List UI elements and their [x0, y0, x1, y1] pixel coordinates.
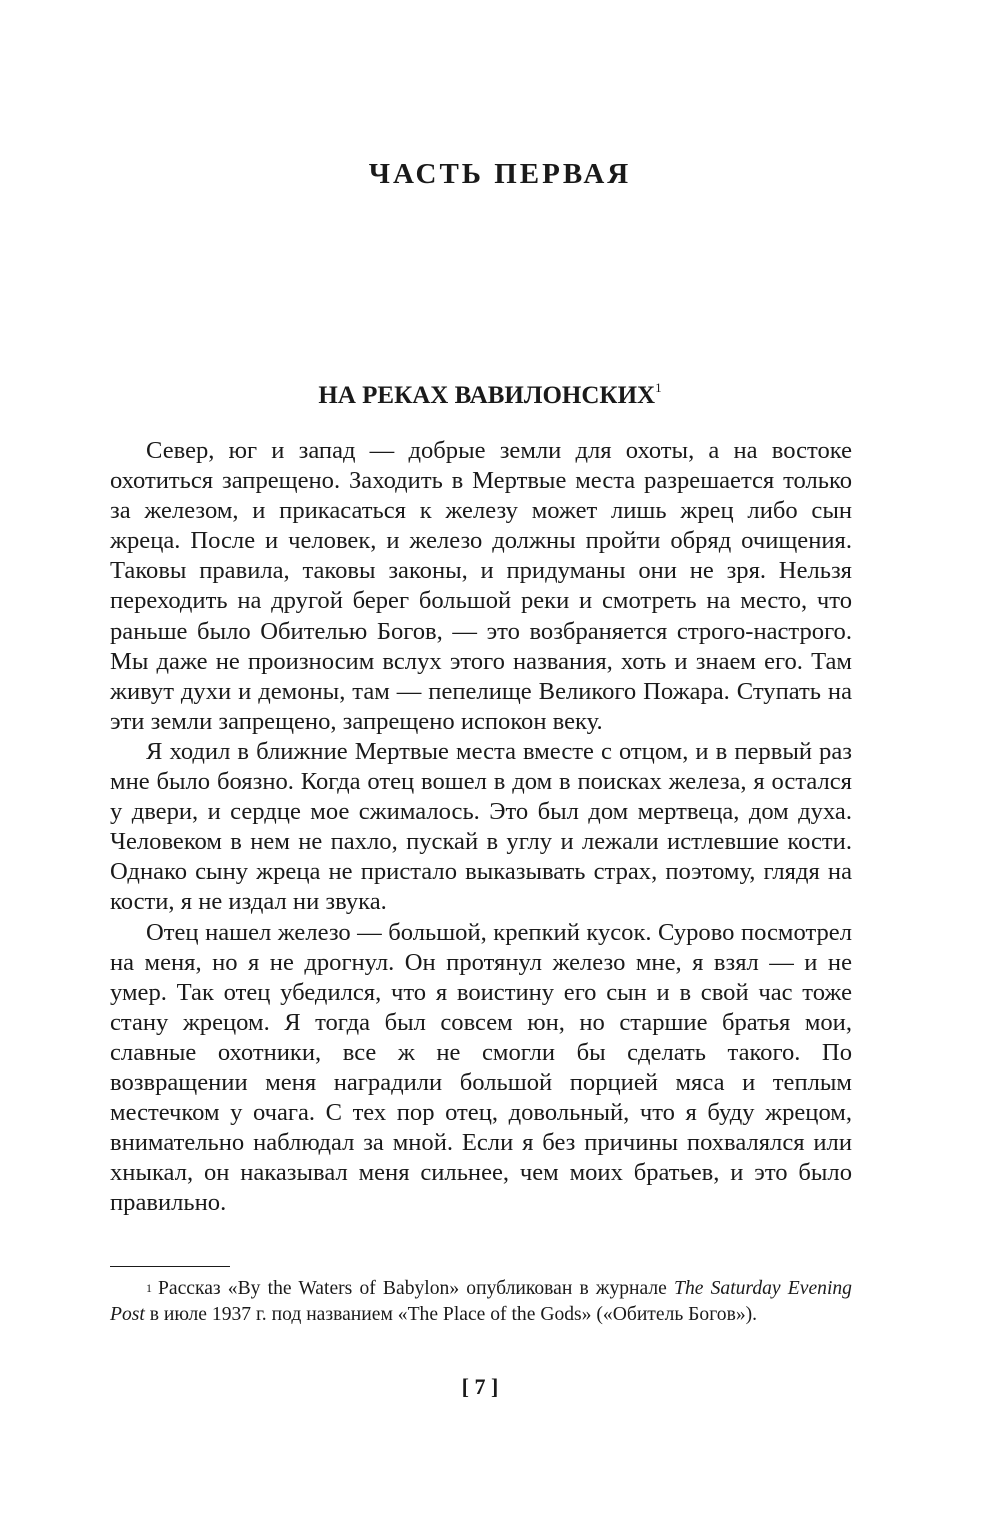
footnote-magazine-title: The Saturday Evening Post: [110, 1278, 852, 1325]
footnote-divider: [110, 1266, 230, 1267]
paragraph-2: Я ходил в ближние Мертвые места вместе с отцом, и в первый раз мне было боязно. Когда отец вошел в дом в поисках железа, я остался у двери, и сердце мое сжималось. Это был дом мертвеца, дом духа. Человеком в нем не пахло, пускай в углу и лежали истлевшие кости. Однако сыну жреца не пристало выказывать страх, поэтому, глядя на кости, я не издал ни звука.: [110, 737, 852, 916]
paragraph-3: Отец нашел железо — большой, крепкий кусок. Сурово посмотрел на меня, но я не дрогнул. Он протянул железо мне, я взял — и не умер. Так отец убедился, что я воистину его сын и в свой час тоже стану жрецом. Я тогда был совсем юн, но старшие братья мои, славные охотники, все ж не смогли бы сделать такого. По возвращении меня наградили большой порцией мяса и теплым местечком у очага. С тех пор отец, довольный, что я буду жрецом, внимательно наблюдал за мной. Если я без причины похвалялся или хныкал, он наказывал меня сильнее, чем моих братьев, и это было правильно.: [110, 918, 852, 1217]
chapter-title-text: НА РЕКАХ ВАВИЛОНСКИХ: [318, 382, 656, 409]
footnote-reference[interactable]: 1: [655, 380, 662, 395]
page-number: [ 7 ]: [461, 1374, 499, 1399]
footnote-text-after: в июле 1937 г. под названием «The Place of the Gods» («Обитель Богов»).: [144, 1304, 758, 1325]
footnote-text-before: Рассказ «By the Waters of Babylon» опубликован в журнале: [158, 1278, 675, 1299]
footnote: [110, 1276, 852, 1328]
part-title: ЧАСТЬ ПЕРВАЯ: [368, 158, 632, 190]
chapter-body: [110, 436, 852, 1218]
chapter-title: [0, 382, 980, 410]
paragraph-1: Север, юг и запад — добрые земли для охоты, а на востоке охотиться запрещено. Заходить в Мертвые места разрешается только за железом, и прикасаться к железу может лишь жрец либо сын жреца. После и человек, и железо должны пройти обряд очищения. Таковы правила, таковы законы, и придуманы они не зря. Нельзя переходить на другой берег большой реки и смотреть на место, что раньше было Обителью Богов, — это возбраняется строго-настрого. Мы даже не произносим вслух этого названия, хоть и знаем его. Там живут духи и демоны, там — пепелище Великого Пожара. Ступать на эти земли запрещено, запрещено испокон веку.: [110, 437, 852, 735]
footnote-marker: 1: [146, 1281, 152, 1295]
